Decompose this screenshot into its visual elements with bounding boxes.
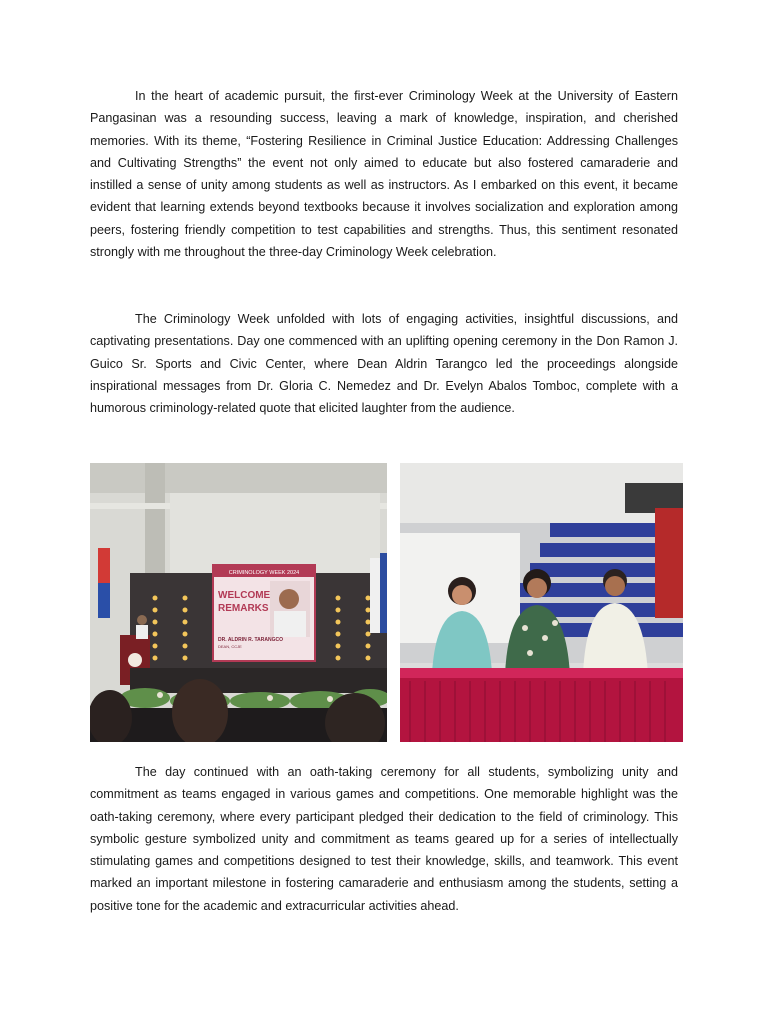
banner-name: DR. ALDRIN R. TARANGCO [218,637,283,643]
photo-faculty-at-table [400,463,683,742]
banner-role: DEAN, CCJE [218,644,242,649]
photo-welcome-remarks-stage [90,463,387,742]
banner-heading-remarks: REMARKS [218,603,269,614]
paragraph-intro: In the heart of academic pursuit, the first-ever Criminology Week at the University of Eastern Pangasinan was a resounding success, leaving a mark of knowledge, inspiration, and cherished memories. With its theme, “Fostering Resilience in Criminal Justice Education: Addressing Challenges and Cultivating Strengths” the event not only aimed to educate but also fostered camaraderie and instilled a sense of unity among students as well as instructors. As I embarked on this event, it became evident that learning extends beyond textbooks because it involves socialization and exploration among peers, fostering friendly competition to test capabilities and strengths. Thus, this sentiment resonated strongly with me throughout the three-day Criminology Week celebration. [90,89,678,260]
banner-heading-welcome: WELCOME [218,590,271,601]
paragraph-oath-taking: The day continued with an oath-taking ceremony for all students, symbolizing unity and commitment as teams engaged in various games and competitions. One memorable highlight was the oath-taking ceremony, where every participant pledged their dedication to the field of criminology. This symbolic gesture symbolized unity and commitment as teams geared up for a series of intellectually stimulating games and competitions designed to test their knowledge, skills, and teamwork. This event marked an important milestone in fostering camaraderie and enthusiasm among the students, setting a positive tone for the academic and extracurricular activities ahead. [90,765,678,913]
paragraph-opening-ceremony: The Criminology Week unfolded with lots of engaging activities, insightful discussions, and captivating presentations. Day one commenced with an uplifting opening ceremony in the Don Ramon J. Guico Sr. Sports and Civic Center, where Dean Aldrin Tarangco led the proceedings alongside inspirational messages from Dr. Gloria C. Nemedez and Dr. Evelyn Abalos Tomboc, complete with a humorous criminology-related quote that elicited laughter from the audience. [90,312,678,416]
banner-title: CRIMINOLOGY WEEK 2024 [228,570,300,576]
